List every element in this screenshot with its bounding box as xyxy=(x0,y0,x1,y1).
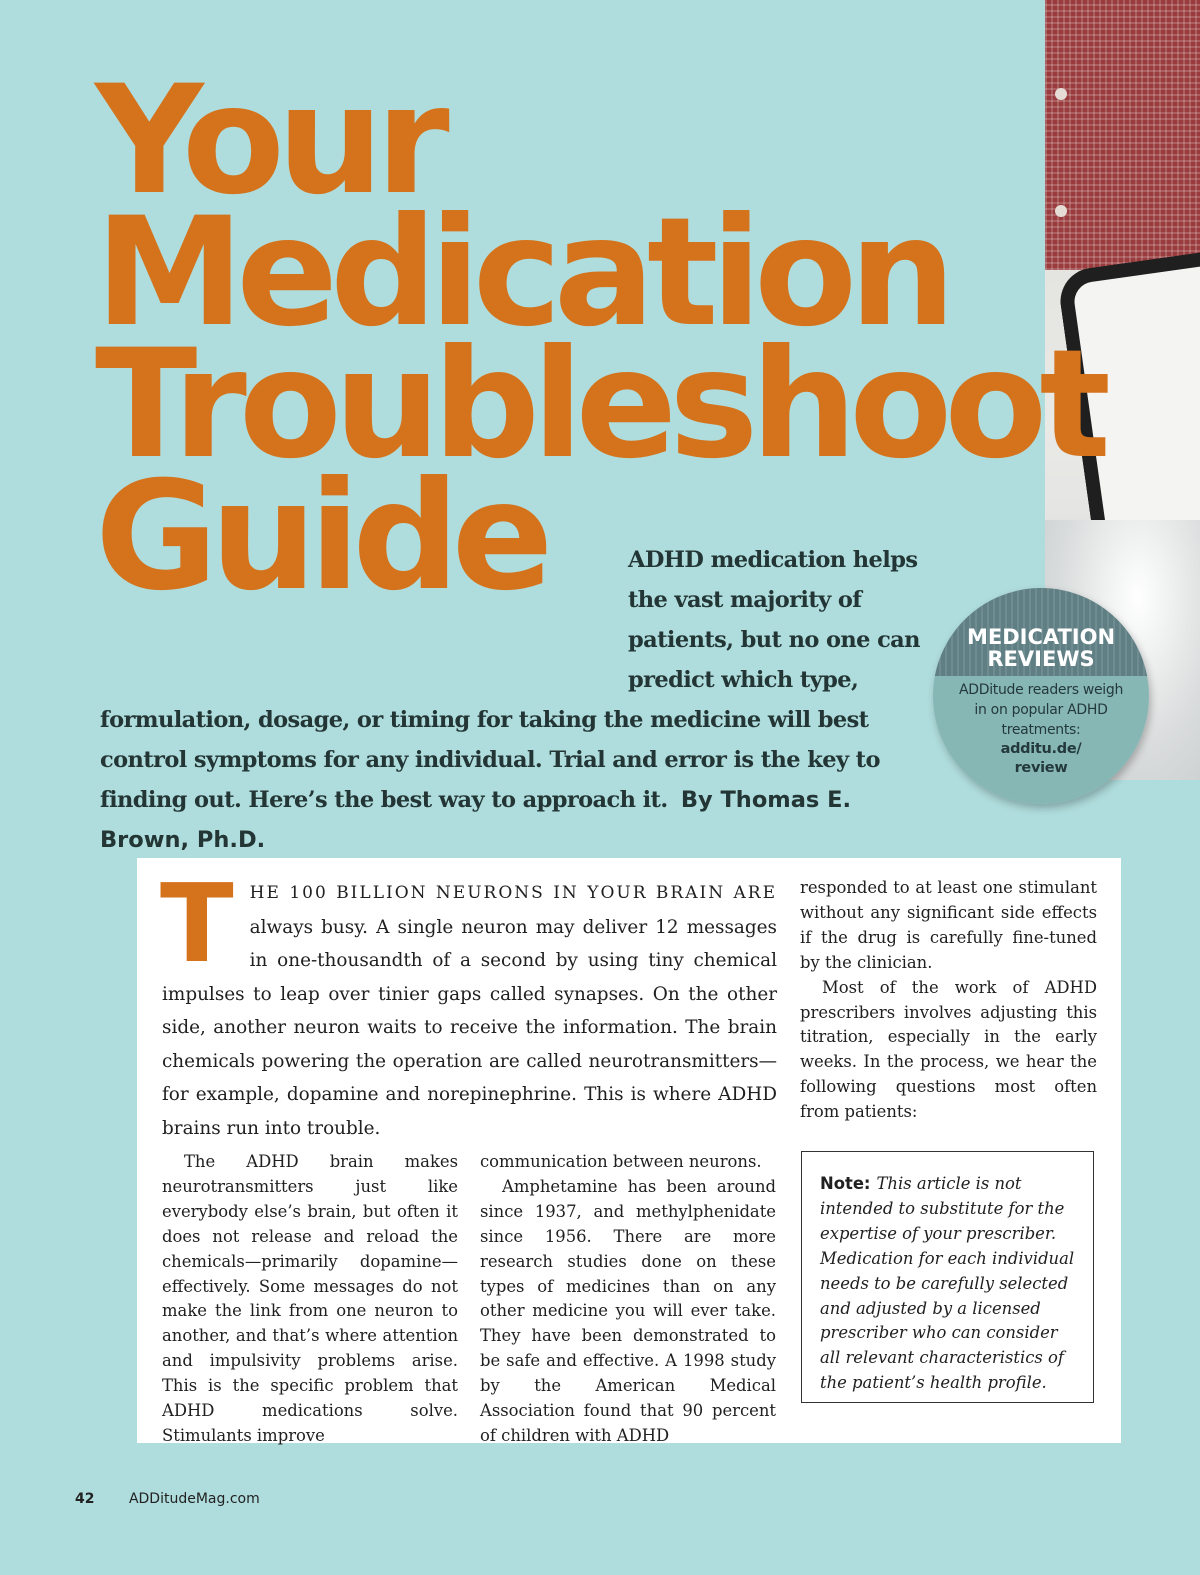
badge-link[interactable] xyxy=(955,740,1127,778)
page-footer xyxy=(75,1491,260,1507)
badge-text: ADDitude readers weigh in on popular ADHD treatments: xyxy=(958,682,1124,738)
note-text: This article is not intended to substitute for the expertise of your prescriber. Medication for each individual needs to be carefully selected and adjusted by a licensed prescriber who can consider all relevant characteristics of the patient’s health profile. xyxy=(820,1174,1075,1393)
note-box xyxy=(801,1151,1094,1403)
lead-smallcaps: HE 100 BILLION NEURONS IN YOUR BRAIN ARE xyxy=(249,883,777,903)
page-number: 42 xyxy=(75,1491,95,1507)
badge-title xyxy=(933,626,1149,670)
badge-body xyxy=(955,680,1127,778)
lead-paragraph xyxy=(160,862,777,1145)
paragraph: communication between neurons. xyxy=(480,1152,762,1171)
site-name[interactable]: ADDitudeMag.com xyxy=(128,1491,260,1507)
article-panel xyxy=(137,858,1121,1443)
paragraph: responded to at least one stimulant without any significant side effects if the drug is carefully fine-tuned by the clinician. xyxy=(800,878,1097,972)
badge-title-line: MEDICATION xyxy=(966,625,1116,649)
deck-wrap-spacer xyxy=(100,540,628,700)
headline-line: Medication xyxy=(95,186,948,360)
byline: By Thomas E. Brown, Ph.D. xyxy=(100,787,852,853)
paragraph: Most of the work of ADHD prescribers involves adjusting this titration, especially in the early weeks. In the process, we hear the following questions most often from patients: xyxy=(800,977,1097,1122)
paragraph: Amphetamine has been around since 1937, and methylphenidate since 1956. There are more research studies done on these types of medicines than on any other medicine you will ever take. They have been demonstrated to be safe and effective. A 1998 study by the American Medical Association found that 90 percent of children with ADHD xyxy=(480,1176,776,1445)
deck-text: ADHD medication helps the vast majority of patients, but no one can predict which type, formulation, dosage, or timing for taking the medicine will best control symptoms for any individual. Trial and error is the key to finding out. Here’s the best way to approach it. xyxy=(100,547,920,813)
badge-title-line: REVIEWS xyxy=(987,647,1095,671)
article-column-1 xyxy=(162,1150,458,1449)
note-label: Note: xyxy=(820,1174,871,1193)
deck xyxy=(100,540,930,860)
headline-line: Guide xyxy=(95,450,546,624)
drop-cap: T xyxy=(160,862,234,987)
article-column-2 xyxy=(480,1150,776,1449)
headline xyxy=(95,54,1200,624)
headline-line: Your xyxy=(95,54,442,228)
lead-text: always busy. A single neuron may deliver 12 messages in one-thousandth of a second by using tiny chemical impulses to leap over tinier gaps called synapses. On the other side, another neuron waits to receive the information. The brain chemicals powering the operation are called neurotransmitters—for example, dopamine and norepinephrine. This is where ADHD brains run into trouble. xyxy=(162,916,777,1139)
badge-link-line[interactable]: review xyxy=(1014,760,1068,776)
paragraph: The ADHD brain makes neurotransmitters just like everybody else’s brain, but often it does not release and reload the chemicals—primarily dopamine—effectively. Some messages do not make the link from one neuron to another, and that’s where attention and impulsivity problems arise. This is the specific problem that ADHD medications solve. Stimulants improve xyxy=(162,1152,458,1445)
article-column-3 xyxy=(800,876,1097,1125)
badge-link-line[interactable]: additu.de/ xyxy=(1000,741,1082,757)
medication-reviews-badge[interactable] xyxy=(933,588,1149,804)
headline-line: Troubleshoot xyxy=(95,318,1104,492)
